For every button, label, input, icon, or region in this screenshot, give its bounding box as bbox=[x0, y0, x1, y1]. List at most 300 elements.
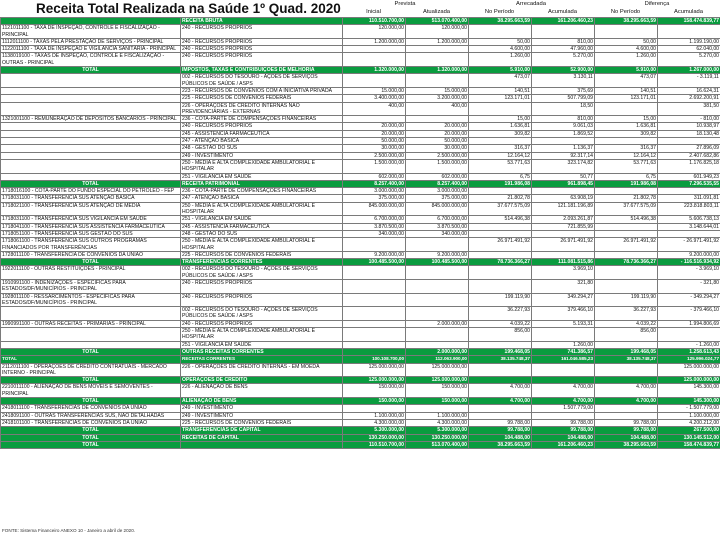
total-row bbox=[1, 348, 720, 355]
diferenca-periodo-cell: 38.295.663,59 bbox=[595, 18, 658, 25]
table-row bbox=[1, 152, 720, 159]
table-row bbox=[1, 53, 720, 67]
source-cell: OUTRAS RECEITAS CORRENTES bbox=[181, 348, 343, 355]
prevista-atualizada-cell: 9.200.000,00 bbox=[406, 251, 469, 258]
table-row bbox=[1, 363, 720, 377]
diferenca-acumulada-cell: 4.200.212,00 bbox=[658, 419, 720, 426]
origin-cell: 1922011100 - OUTRAS RESTITUIÇÕES - PRINCIPAL bbox=[1, 266, 181, 280]
source-note: FONTE: Sistema Financeiro ANEXO 10 - Janeiro a abril de 2020. bbox=[2, 528, 136, 533]
prevista-inicial-cell: 120.000,00 bbox=[343, 25, 406, 39]
arrecadada-acumulada-cell: 9.061,03 bbox=[532, 123, 595, 130]
arrecadada-acumulada-cell: 111.081.515,86 bbox=[532, 259, 595, 266]
prevista-atualizada-cell bbox=[406, 238, 469, 252]
arrecadada-periodo-cell: 199.468,05 bbox=[469, 348, 532, 355]
prevista-atualizada-cell: 513.070.400,00 bbox=[406, 441, 469, 448]
diferenca-periodo-cell: 50,00 bbox=[595, 38, 658, 45]
source-cell: RECEITAS DE CAPITAL bbox=[181, 434, 343, 441]
origin-cell bbox=[1, 138, 181, 145]
source-cell: 226 - ALIENAÇÃO DE BENS bbox=[181, 384, 343, 398]
prevista-atualizada-cell: 130.250.000,00 bbox=[406, 434, 469, 441]
table-row bbox=[1, 138, 720, 145]
source-cell: TRANSFERÊNCIAS CORRENTES bbox=[181, 259, 343, 266]
diferenca-periodo-cell bbox=[595, 251, 658, 258]
table-row bbox=[1, 102, 720, 116]
prevista-inicial-cell: 6.700.000,00 bbox=[343, 216, 406, 223]
origin-cell: TOTAL bbox=[1, 427, 181, 434]
prevista-atualizada-cell bbox=[406, 405, 469, 412]
prevista-atualizada-cell: 340.000,00 bbox=[406, 230, 469, 237]
table-row bbox=[1, 95, 720, 102]
arrecadada-periodo-cell bbox=[469, 138, 532, 145]
diferenca-periodo-cell: 856,00 bbox=[595, 328, 658, 342]
diferenca-periodo-cell: 309,82 bbox=[595, 130, 658, 137]
source-cell: 250 - MÉDIA E ALTA COMPLEXIDADE AMBULATORIAL E HOSPITALAR bbox=[181, 202, 343, 216]
prevista-atualizada-cell: 20.000,00 bbox=[406, 123, 469, 130]
prevista-atualizada-cell bbox=[406, 328, 469, 342]
prevista-atualizada-cell: 125.000.000,00 bbox=[406, 363, 469, 377]
diferenca-acumulada-cell: - 1.260,00 bbox=[658, 341, 720, 348]
arrecadada-periodo-cell: 6,75 bbox=[469, 173, 532, 180]
arrecadada-periodo-cell bbox=[469, 230, 532, 237]
arrecadada-periodo-cell bbox=[469, 102, 532, 116]
diferenca-acumulada-cell: 1.176.825,18 bbox=[658, 159, 720, 173]
diferenca-acumulada-cell: 145.300,00 bbox=[658, 384, 720, 398]
origin-cell bbox=[1, 74, 181, 88]
arrecadada-acumulada-cell: 1.869,52 bbox=[532, 130, 595, 137]
origin-cell: 1121011100 - TAXA DE INSPEÇÃO, CONTROLE E FISCALIZAÇÃO - PRINCIPAL bbox=[1, 25, 181, 39]
origin-cell: TOTAL bbox=[1, 67, 181, 74]
arrecadada-periodo-cell: 199.119,90 bbox=[469, 293, 532, 307]
arrecadada-periodo-cell: 316,37 bbox=[469, 145, 532, 152]
total-row bbox=[1, 377, 720, 384]
diferenca-periodo-cell: 38.135.748,37 bbox=[595, 356, 658, 363]
origin-cell bbox=[1, 95, 181, 102]
header-no-periodo: No Período bbox=[484, 9, 515, 15]
prevista-atualizada-cell: 150.000,00 bbox=[406, 384, 469, 398]
prevista-atualizada-cell: 8.257.400,00 bbox=[406, 180, 469, 187]
arrecadada-periodo-cell: 99.788,00 bbox=[469, 419, 532, 426]
arrecadada-acumulada-cell bbox=[532, 363, 595, 377]
prevista-inicial-cell: 110.510.700,00 bbox=[343, 18, 406, 25]
arrecadada-periodo-cell: 37.677.575,09 bbox=[469, 202, 532, 216]
diferenca-acumulada-cell: 381,50 bbox=[658, 102, 720, 116]
origin-cell: TOTAL bbox=[1, 434, 181, 441]
prevista-atualizada-cell: 3.200.000,00 bbox=[406, 95, 469, 102]
prevista-atualizada-cell: 4.300.000,00 bbox=[406, 419, 469, 426]
diferenca-periodo-cell bbox=[595, 230, 658, 237]
prevista-inicial-cell: 375.000,00 bbox=[343, 195, 406, 202]
prevista-inicial-cell bbox=[343, 328, 406, 342]
arrecadada-acumulada-cell: 810,00 bbox=[532, 38, 595, 45]
table-row bbox=[1, 130, 720, 137]
arrecadada-acumulada-cell: 1.260,00 bbox=[532, 341, 595, 348]
diferenca-periodo-cell: 1.260,00 bbox=[595, 53, 658, 67]
source-cell: TRANSFERÊNCIAS DE CAPITAL bbox=[181, 427, 343, 434]
total-row bbox=[1, 259, 720, 266]
total-row bbox=[1, 398, 720, 405]
source-cell: 248 - GESTÃO DO SUS bbox=[181, 230, 343, 237]
arrecadada-periodo-cell: 1.636,81 bbox=[469, 123, 532, 130]
arrecadada-periodo-cell: 4.039,22 bbox=[469, 320, 532, 327]
prevista-inicial-cell: 100.108.700,00 bbox=[343, 356, 406, 363]
arrecadada-acumulada-cell: 26.971.491,92 bbox=[532, 238, 595, 252]
source-cell: 249 - INVESTIMENTO bbox=[181, 405, 343, 412]
table-row bbox=[1, 173, 720, 180]
arrecadada-periodo-cell: 15,00 bbox=[469, 116, 532, 123]
prevista-inicial-cell: 9.200.000,00 bbox=[343, 251, 406, 258]
prevista-inicial-cell: 1.500.000,00 bbox=[343, 159, 406, 173]
table-row bbox=[1, 384, 720, 398]
table-row bbox=[1, 341, 720, 348]
prevista-atualizada-cell bbox=[406, 53, 469, 67]
arrecadada-periodo-cell bbox=[469, 412, 532, 419]
arrecadada-acumulada-cell: 99.788,00 bbox=[532, 427, 595, 434]
diferenca-acumulada-cell: 9.200.000,00 bbox=[658, 251, 720, 258]
origin-cell: 2418011100 - TRANSFERÊNCIAS DE CONVÊNIOS DA UNIÃO bbox=[1, 405, 181, 412]
origin-cell: TOTAL bbox=[1, 259, 181, 266]
total-row bbox=[1, 434, 720, 441]
diferenca-periodo-cell: 12.164,12 bbox=[595, 152, 658, 159]
prevista-inicial-cell bbox=[343, 53, 406, 67]
diferenca-periodo-cell bbox=[595, 266, 658, 280]
diferenca-acumulada-cell: 1.199.190,00 bbox=[658, 38, 720, 45]
diferenca-acumulada-cell: 10.938,97 bbox=[658, 123, 720, 130]
diferenca-periodo-cell: 78.736.366,27 bbox=[595, 259, 658, 266]
diferenca-acumulada-cell: 145.300,00 bbox=[658, 398, 720, 405]
arrecadada-acumulada-cell: 121.181.196,89 bbox=[532, 202, 595, 216]
origin-cell: 1122011100 - TAXA DE INSPEÇÃO E VIGILÂNCIA SANITÁRIA - PRINCIPAL bbox=[1, 46, 181, 53]
source-cell: 240 - RECURSOS PRÓPRIOS bbox=[181, 123, 343, 130]
prevista-inicial-cell bbox=[343, 320, 406, 327]
arrecadada-periodo-cell: 5.910,00 bbox=[469, 67, 532, 74]
arrecadada-periodo-cell: 12.164,12 bbox=[469, 152, 532, 159]
arrecadada-periodo-cell: 4.700,00 bbox=[469, 384, 532, 398]
source-cell: 226 - OPERAÇÕES DE CRÉDITO INTERNAS - EM MOEDA bbox=[181, 363, 343, 377]
origin-cell: TOTAL bbox=[1, 348, 181, 355]
revenue-table-body bbox=[1, 18, 720, 449]
arrecadada-periodo-cell: 78.736.366,27 bbox=[469, 259, 532, 266]
source-cell: ALIENAÇÃO DE BENS bbox=[181, 398, 343, 405]
diferenca-acumulada-cell: 125.996.024,77 bbox=[658, 356, 720, 363]
arrecadada-acumulada-cell: 3.130,11 bbox=[532, 74, 595, 88]
prevista-inicial-cell bbox=[343, 341, 406, 348]
diferenca-periodo-cell bbox=[595, 188, 658, 195]
header-acumulada-diferenca: Acumulada bbox=[673, 9, 703, 15]
diferenca-periodo-cell: 4.039,22 bbox=[595, 320, 658, 327]
arrecadada-acumulada-cell: 18,50 bbox=[532, 102, 595, 116]
prevista-atualizada-cell bbox=[406, 116, 469, 123]
prevista-atualizada-cell: 30.000,00 bbox=[406, 145, 469, 152]
origin-cell: 1718031100 - TRANSFERÊNCIA SUS VIGILÂNCIA EM SAÚDE bbox=[1, 216, 181, 223]
source-cell: RECEITAS CORRENTES bbox=[181, 356, 343, 363]
diferenca-acumulada-cell: - 3.969,10 bbox=[658, 266, 720, 280]
table-row bbox=[1, 223, 720, 230]
prevista-atualizada-cell: 375.000,00 bbox=[406, 195, 469, 202]
arrecadada-periodo-cell: 36.227,93 bbox=[469, 307, 532, 321]
diferenca-acumulada-cell: 130.145.512,00 bbox=[658, 434, 720, 441]
diferenca-periodo-cell bbox=[595, 25, 658, 39]
prevista-inicial-cell: 20.000,00 bbox=[343, 130, 406, 137]
origin-cell: 1138019100 - TAXAS DE INSPEÇÃO, CONTROLE E FISCALIZAÇÃO - OUTRAS - PRINCIPAL bbox=[1, 53, 181, 67]
diferenca-acumulada-cell: - 321,80 bbox=[658, 279, 720, 293]
source-cell: 251 - VIGILÂNCIA EM SAÚDE bbox=[181, 341, 343, 348]
diferenca-periodo-cell: 53.771,63 bbox=[595, 159, 658, 173]
prevista-inicial-cell: 100.485.500,00 bbox=[343, 259, 406, 266]
table-row bbox=[1, 230, 720, 237]
prevista-inicial-cell: 130.250.000,00 bbox=[343, 434, 406, 441]
diferenca-periodo-cell bbox=[595, 377, 658, 384]
prevista-atualizada-cell: 5.300.000,00 bbox=[406, 427, 469, 434]
diferenca-periodo-cell: 4.700,00 bbox=[595, 398, 658, 405]
prevista-atualizada-cell: 2.000.000,00 bbox=[406, 320, 469, 327]
prevista-atualizada-cell: 400,00 bbox=[406, 102, 469, 116]
arrecadada-periodo-cell: 473,07 bbox=[469, 74, 532, 88]
source-cell: 226 - OPERAÇÕES DE CRÉDITO INTERNAS NÃO PREVIDENCIÁRIAS - EXTERNAS bbox=[181, 102, 343, 116]
source-cell: 002 - RECURSOS DO TESOURO - AÇÕES DE SERVIÇOS PÚBLICOS DE SAÚDE / ASPS bbox=[181, 74, 343, 88]
prevista-inicial-cell: 3.870.500,00 bbox=[343, 223, 406, 230]
source-cell: IMPOSTOS, TAXAS E CONTRIBUIÇÕES DE MELHORIA bbox=[181, 67, 343, 74]
origin-cell: 1718061100 - TRANSFERÊNCIA SUS OUTROS PROGRAMAS FINANCIADOS POR TRANSFERÊNCIAS bbox=[1, 238, 181, 252]
table-row bbox=[1, 116, 720, 123]
diferenca-periodo-cell bbox=[595, 223, 658, 230]
origin-cell: TOTAL bbox=[1, 398, 181, 405]
origin-cell: TOTAL bbox=[1, 356, 181, 363]
source-cell: 240 - RECURSOS PRÓPRIOS bbox=[181, 25, 343, 39]
origin-cell: 1112011100 - TAXAS PELA PRESTAÇÃO DE SERVIÇOS - PRINCIPAL bbox=[1, 38, 181, 45]
diferenca-periodo-cell: 4.700,00 bbox=[595, 384, 658, 398]
diferenca-periodo-cell bbox=[595, 102, 658, 116]
arrecadada-acumulada-cell: 92.317,14 bbox=[532, 152, 595, 159]
arrecadada-acumulada-cell: 507.799,09 bbox=[532, 95, 595, 102]
prevista-atualizada-cell: 1.100.000,00 bbox=[406, 412, 469, 419]
table-row bbox=[1, 123, 720, 130]
origin-cell bbox=[1, 307, 181, 321]
prevista-inicial-cell bbox=[343, 238, 406, 252]
arrecadada-periodo-cell: 99.788,00 bbox=[469, 427, 532, 434]
diferenca-periodo-cell bbox=[595, 405, 658, 412]
prevista-atualizada-cell: 100.485.500,00 bbox=[406, 259, 469, 266]
diferenca-acumulada-cell bbox=[658, 230, 720, 237]
source-cell: 251 - VIGILÂNCIA EM SAÚDE bbox=[181, 216, 343, 223]
diferenca-periodo-cell bbox=[595, 138, 658, 145]
arrecadada-periodo-cell: 1.260,00 bbox=[469, 53, 532, 67]
prevista-atualizada-cell bbox=[406, 46, 469, 53]
prevista-atualizada-cell: 150.000,00 bbox=[406, 398, 469, 405]
arrecadada-acumulada-cell: 4.700,00 bbox=[532, 384, 595, 398]
source-cell: 240 - RECURSOS PRÓPRIOS bbox=[181, 38, 343, 45]
arrecadada-acumulada-cell: 721.855,99 bbox=[532, 223, 595, 230]
arrecadada-periodo-cell bbox=[469, 266, 532, 280]
arrecadada-periodo-cell: 104.488,00 bbox=[469, 434, 532, 441]
diferenca-acumulada-cell: - 379.466,10 bbox=[658, 307, 720, 321]
table-row bbox=[1, 405, 720, 412]
arrecadada-acumulada-cell: 161.046.585,23 bbox=[532, 356, 595, 363]
diferenca-acumulada-cell: - 1.507.779,00 bbox=[658, 405, 720, 412]
prevista-atualizada-cell bbox=[406, 266, 469, 280]
table-row bbox=[1, 279, 720, 293]
arrecadada-acumulada-cell: 323.174,82 bbox=[532, 159, 595, 173]
source-cell: 250 - MÉDIA E ALTA COMPLEXIDADE AMBULATORIAL E HOSPITALAR bbox=[181, 238, 343, 252]
table-row bbox=[1, 412, 720, 419]
diferenca-periodo-cell: 6,75 bbox=[595, 173, 658, 180]
origin-cell bbox=[1, 87, 181, 94]
diferenca-acumulada-cell: 27.896,09 bbox=[658, 145, 720, 152]
diferenca-periodo-cell: 1.636,81 bbox=[595, 123, 658, 130]
arrecadada-periodo-cell bbox=[469, 405, 532, 412]
diferenca-periodo-cell: 191.986,08 bbox=[595, 180, 658, 187]
diferenca-periodo-cell: 99.788,00 bbox=[595, 419, 658, 426]
source-cell: 240 - RECURSOS PRÓPRIOS bbox=[181, 46, 343, 53]
arrecadada-periodo-cell bbox=[469, 223, 532, 230]
prevista-inicial-cell bbox=[343, 46, 406, 53]
diferenca-acumulada-cell bbox=[658, 138, 720, 145]
diferenca-periodo-cell bbox=[595, 412, 658, 419]
table-row bbox=[1, 46, 720, 53]
arrecadada-periodo-cell: 50,00 bbox=[469, 38, 532, 45]
prevista-atualizada-cell: 6.700.000,00 bbox=[406, 216, 469, 223]
arrecadada-periodo-cell: 38.295.663,59 bbox=[469, 18, 532, 25]
prevista-inicial-cell: 602.000,00 bbox=[343, 173, 406, 180]
diferenca-acumulada-cell: 5.270,00 bbox=[658, 53, 720, 67]
prevista-atualizada-cell: 50.000,00 bbox=[406, 138, 469, 145]
arrecadada-acumulada-cell: 99.788,00 bbox=[532, 419, 595, 426]
report-title: Receita Total Realizada na Saúde 1º Quad. 2020 bbox=[36, 1, 341, 16]
origin-cell: TOTAL bbox=[1, 377, 181, 384]
table-row bbox=[1, 74, 720, 88]
prevista-atualizada-cell: 3.000.000,00 bbox=[406, 188, 469, 195]
origin-cell: TOTAL bbox=[1, 441, 181, 448]
arrecadada-acumulada-cell: 5.193,31 bbox=[532, 320, 595, 327]
arrecadada-acumulada-cell: 161.206.460,23 bbox=[532, 18, 595, 25]
source-cell: 002 - RECURSOS DO TESOURO - AÇÕES DE SERVIÇOS PÚBLICOS DE SAÚDE / ASPS bbox=[181, 266, 343, 280]
diferenca-acumulada-cell: 62.040,00 bbox=[658, 46, 720, 53]
prevista-inicial-cell: 400,00 bbox=[343, 102, 406, 116]
diferenca-acumulada-cell: - 26.971.491,92 bbox=[658, 238, 720, 252]
diferenca-acumulada-cell bbox=[658, 328, 720, 342]
arrecadada-acumulada-cell bbox=[532, 328, 595, 342]
arrecadada-periodo-cell bbox=[469, 377, 532, 384]
arrecadada-periodo-cell bbox=[469, 188, 532, 195]
source-cell: RECEITA PATRIMONIAL bbox=[181, 180, 343, 187]
arrecadada-acumulada-cell: 4.700,00 bbox=[532, 398, 595, 405]
arrecadada-acumulada-cell: 379.466,10 bbox=[532, 307, 595, 321]
source-cell: 250 - MÉDIA E ALTA COMPLEXIDADE AMBULATORIAL E HOSPITALAR bbox=[181, 159, 343, 173]
diferenca-periodo-cell: 21.802,78 bbox=[595, 195, 658, 202]
origin-cell: 1718041100 - TRANSFERÊNCIA SUS ASSISTÊNCIA FARMACÊUTICA bbox=[1, 223, 181, 230]
arrecadada-acumulada-cell bbox=[532, 25, 595, 39]
arrecadada-periodo-cell: 26.971.491,92 bbox=[469, 238, 532, 252]
diferenca-periodo-cell: 199.468,05 bbox=[595, 348, 658, 355]
prevista-inicial-cell bbox=[343, 116, 406, 123]
source-cell: 236 - COTA-PARTE DE COMPENSAÇÕES FINANCEIRAS bbox=[181, 116, 343, 123]
header-diferenca: Diferença bbox=[644, 1, 670, 7]
table-row bbox=[1, 159, 720, 173]
prevista-atualizada-cell: 1.320.000,00 bbox=[406, 67, 469, 74]
origin-cell: 2112011100 - OPERAÇÕES DE CRÉDITO CONTRATUAIS - MERCADO INTERNO - PRINCIPAL bbox=[1, 363, 181, 377]
arrecadada-acumulada-cell: 161.206.460,23 bbox=[532, 441, 595, 448]
prevista-atualizada-cell: 2.500.000,00 bbox=[406, 152, 469, 159]
arrecadada-acumulada-cell: 1.507.779,00 bbox=[532, 405, 595, 412]
arrecadada-periodo-cell bbox=[469, 279, 532, 293]
diferenca-acumulada-cell: 267.500,00 bbox=[658, 427, 720, 434]
source-cell: 223 - RECURSOS DE CONVÊNIOS COM A INICIATIVA PRIVADA bbox=[181, 87, 343, 94]
diferenca-acumulada-cell: 601.949,23 bbox=[658, 173, 720, 180]
prevista-inicial-cell bbox=[343, 279, 406, 293]
diferenca-acumulada-cell bbox=[658, 188, 720, 195]
prevista-atualizada-cell: 513.070.400,00 bbox=[406, 18, 469, 25]
source-cell bbox=[181, 441, 343, 448]
table-row bbox=[1, 307, 720, 321]
table-row bbox=[1, 293, 720, 307]
arrecadada-periodo-cell: 38.295.663,59 bbox=[469, 441, 532, 448]
table-row bbox=[1, 251, 720, 258]
prevista-atualizada-cell bbox=[406, 307, 469, 321]
arrecadada-periodo-cell: 140,51 bbox=[469, 87, 532, 94]
total-row bbox=[1, 356, 720, 363]
diferenca-periodo-cell: 123.171,01 bbox=[595, 95, 658, 102]
prevista-atualizada-cell: 112.063.900,00 bbox=[406, 356, 469, 363]
diferenca-acumulada-cell: 125.000.000,00 bbox=[658, 363, 720, 377]
diferenca-periodo-cell: 15,00 bbox=[595, 116, 658, 123]
prevista-inicial-cell: 150.000,00 bbox=[343, 384, 406, 398]
source-cell: 225 - RECURSOS DE CONVÊNIOS FEDERAIS bbox=[181, 419, 343, 426]
arrecadada-periodo-cell bbox=[469, 341, 532, 348]
arrecadada-periodo-cell bbox=[469, 25, 532, 39]
header-acumulada: Acumulada bbox=[547, 9, 577, 15]
origin-cell: 1718051100 - TRANSFERÊNCIA SUS GESTÃO DO SUS bbox=[1, 230, 181, 237]
prevista-atualizada-cell bbox=[406, 341, 469, 348]
prevista-atualizada-cell: 1.500.000,00 bbox=[406, 159, 469, 173]
diferenca-periodo-cell: 104.488,00 bbox=[595, 434, 658, 441]
prevista-atualizada-cell: 120.000,00 bbox=[406, 25, 469, 39]
prevista-inicial-cell bbox=[343, 293, 406, 307]
diferenca-acumulada-cell: 311.091,81 bbox=[658, 195, 720, 202]
source-cell: OPERAÇÕES DE CRÉDITO bbox=[181, 377, 343, 384]
origin-cell: 1321001100 - REMUNERAÇÃO DE DEPÓSITOS BANCÁRIOS - PRINCIPAL bbox=[1, 116, 181, 123]
prevista-atualizada-cell bbox=[406, 279, 469, 293]
diferenca-periodo-cell: 473,07 bbox=[595, 74, 658, 88]
table-row bbox=[1, 188, 720, 195]
diferenca-periodo-cell bbox=[595, 341, 658, 348]
diferenca-periodo-cell: 514.496,38 bbox=[595, 216, 658, 223]
header-arrecadada: Arrecadada bbox=[516, 1, 546, 7]
origin-cell: 1990991100 - OUTRAS RECEITAS - PRIMÁRIAS - PRINCIPAL bbox=[1, 320, 181, 327]
arrecadada-acumulada-cell: 741.386,57 bbox=[532, 348, 595, 355]
prevista-inicial-cell: 125.000.000,00 bbox=[343, 363, 406, 377]
total-row bbox=[1, 180, 720, 187]
prevista-inicial-cell: 2.500.000,00 bbox=[343, 152, 406, 159]
origin-cell: 1718031100 - TRANSFERÊNCIA SUS ATENÇÃO BÁSICA bbox=[1, 195, 181, 202]
diferenca-acumulada-cell: 2.692.200,91 bbox=[658, 95, 720, 102]
prevista-inicial-cell bbox=[343, 74, 406, 88]
arrecadada-periodo-cell: 21.802,78 bbox=[469, 195, 532, 202]
arrecadada-acumulada-cell: 321,80 bbox=[532, 279, 595, 293]
source-cell: 250 - MÉDIA E ALTA COMPLEXIDADE AMBULATORIAL E HOSPITALAR bbox=[181, 328, 343, 342]
total-row bbox=[1, 18, 720, 25]
diferenca-acumulada-cell: 5.606.738,13 bbox=[658, 216, 720, 223]
arrecadada-acumulada-cell bbox=[532, 188, 595, 195]
total-row bbox=[1, 67, 720, 74]
diferenca-acumulada-cell: 18.130,48 bbox=[658, 130, 720, 137]
diferenca-periodo-cell: 26.971.491,92 bbox=[595, 238, 658, 252]
diferenca-acumulada-cell: 1.258.613,43 bbox=[658, 348, 720, 355]
arrecadada-acumulada-cell: 63.908,19 bbox=[532, 195, 595, 202]
arrecadada-periodo-cell bbox=[469, 251, 532, 258]
prevista-atualizada-cell: 2.000.000,00 bbox=[406, 348, 469, 355]
source-cell: 245 - ASSISTÊNCIA FARMACÊUTICA bbox=[181, 223, 343, 230]
source-cell: 247 - ATENÇÃO BÁSICA bbox=[181, 138, 343, 145]
origin-cell: 2418091100 - OUTRAS TRANSFERÊNCIAS SUS, NÃO DETALHADAS bbox=[1, 412, 181, 419]
